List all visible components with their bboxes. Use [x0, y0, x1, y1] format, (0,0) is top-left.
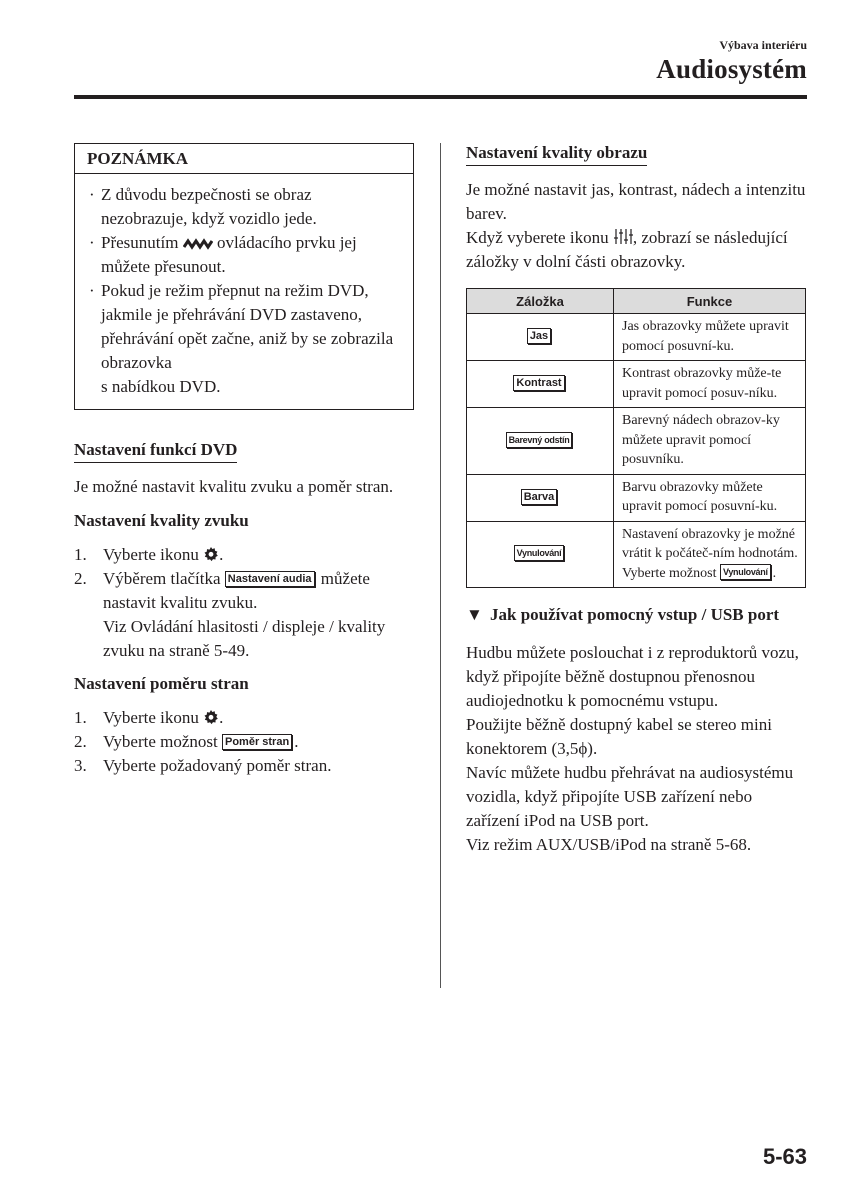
step-number: 3. — [74, 756, 87, 775]
note-text: ovládacího prvku jej můžete přesunout. — [101, 233, 357, 276]
function-text: Vyberte možnost — [622, 565, 717, 581]
table-row — [467, 314, 806, 361]
step-number: 1. — [74, 708, 87, 727]
table-row — [467, 474, 806, 521]
tab-cell — [467, 474, 614, 521]
column-divider — [440, 143, 441, 988]
page-title: Audiosystém — [656, 54, 807, 84]
step-item — [74, 567, 414, 663]
step-item — [74, 543, 414, 567]
section-title-aux — [466, 602, 808, 627]
note-box — [74, 143, 414, 410]
step-item — [74, 706, 414, 730]
function-cell: Barvu obrazovky můžete upravit pomocí posuvní-ku. — [614, 474, 806, 521]
tab-cell — [467, 314, 614, 361]
function-text: . — [772, 565, 777, 581]
section-title-text: Jak používat pomocný vstup / USB port — [490, 605, 780, 624]
step-text: . — [294, 732, 299, 751]
tab-cell — [467, 408, 614, 475]
step-number: 1. — [74, 545, 87, 564]
step-text: můžete nastavit kvalitu zvuku. — [103, 569, 370, 612]
note-item — [87, 231, 401, 279]
tab-cell — [467, 361, 614, 408]
bullet-icon: · — [89, 185, 95, 204]
contrast-tab-button: Kontrast — [513, 375, 564, 391]
aux-paragraph: Použijte běžně dostupný kabel se stereo mini konektorem (3,5ϕ). — [466, 715, 772, 758]
section-title-dvd: Nastavení funkcí DVD — [74, 440, 237, 463]
picture-tabs-table — [466, 288, 806, 588]
gear-icon — [203, 546, 219, 562]
note-text: Přesunutím — [101, 233, 179, 252]
step-text: Vyberte ikonu — [103, 708, 199, 727]
table-row — [467, 521, 806, 588]
step-number: 2. — [74, 569, 87, 588]
note-item — [87, 183, 401, 231]
right-column — [466, 143, 808, 857]
move-handle-icon — [183, 238, 213, 250]
note-text: Pokud je režim přepnut na režim DVD, jakmile je přehrávání DVD zastaveno, přehrávání opět začne, aniž by se zobrazila obrazovka — [101, 281, 394, 372]
audio-settings-button: Nastavení audia — [225, 571, 315, 587]
triangle-down-icon: ▼ — [466, 605, 483, 624]
tint-tab-button: Barevný odstín — [506, 432, 573, 448]
column-header-function: Funkce — [614, 289, 806, 314]
picture-intro-2 — [466, 226, 808, 274]
reset-tab-button: Vynulování — [514, 545, 565, 561]
step-item — [74, 730, 414, 754]
step-text: . — [219, 708, 224, 727]
function-cell: Jas obrazovky můžete upravit pomocí posuvní-ku. — [614, 314, 806, 361]
section-title-picture: Nastavení kvality obrazu — [466, 143, 647, 166]
table-row — [467, 408, 806, 475]
para-text: , zobrazí se následující záložky v dolní části obrazovky. — [466, 228, 788, 271]
color-tab-button: Barva — [521, 489, 558, 505]
function-cell — [614, 521, 806, 588]
step-reference: Viz Ovládání hlasitosti / displeje / kvality zvuku na straně 5-49. — [103, 617, 386, 660]
picture-intro: Je možné nastavit jas, kontrast, nádech a intenzitu barev. — [466, 180, 806, 223]
step-text: Výběrem tlačítka — [103, 569, 221, 588]
step-text: Vyberte požadovaný poměr stran. — [103, 756, 332, 775]
brightness-tab-button: Jas — [527, 328, 551, 344]
dvd-intro: Je možné nastavit kvalitu zvuku a poměr stran. — [74, 477, 394, 496]
gear-icon — [203, 709, 219, 725]
subsection-title-aspect: Nastavení poměru stran — [74, 674, 249, 693]
aux-paragraph: Hudbu můžete poslouchat i z reproduktorů vozu, když připojíte běžně dostupnou přenosnou audiojednotku k pomocnému vstupu. — [466, 643, 799, 710]
reset-button: Vynulování — [720, 564, 771, 580]
header-section-label: Výbava interiéru — [719, 38, 807, 52]
tab-cell — [467, 521, 614, 588]
para-text: Když vyberete ikonu — [466, 228, 609, 247]
bullet-icon: · — [89, 233, 95, 252]
function-cell: Kontrast obrazovky může-te upravit pomocí posuv-níku. — [614, 361, 806, 408]
aux-paragraph: Viz režim AUX/USB/iPod na straně 5-68. — [466, 835, 752, 854]
left-column — [74, 143, 414, 778]
equalizer-icon — [613, 228, 633, 245]
aspect-ratio-button: Poměr stran — [222, 734, 292, 750]
header-rule — [74, 95, 807, 99]
step-text: Vyberte ikonu — [103, 545, 199, 564]
table-header-row — [467, 289, 806, 314]
step-item — [74, 754, 414, 778]
step-text: . — [219, 545, 224, 564]
bullet-icon: · — [89, 281, 95, 300]
step-number: 2. — [74, 732, 87, 751]
note-title: POZNÁMKA — [75, 144, 413, 174]
function-cell: Barevný nádech obrazov-ky můžete upravit pomocí posuvníku. — [614, 408, 806, 475]
aux-paragraph: Navíc můžete hudbu přehrávat na audiosystému vozidla, když připojíte USB zařízení nebo zařízení iPod na USB port. — [466, 763, 794, 830]
note-body — [75, 174, 413, 409]
note-text: s nabídkou DVD. — [101, 377, 221, 396]
note-text: Z důvodu bezpečnosti se obraz nezobrazuje, když vozidlo jede. — [101, 185, 317, 228]
column-header-tab: Záložka — [467, 289, 614, 314]
step-text: Vyberte možnost — [103, 732, 218, 751]
table-row — [467, 361, 806, 408]
function-text: Nastavení obrazovky je možné vrátit k počáteč-ním hodnotám. — [622, 526, 798, 561]
page-number: 5-63 — [762, 1144, 807, 1169]
note-item — [87, 279, 401, 399]
subsection-title-sound: Nastavení kvality zvuku — [74, 511, 249, 530]
